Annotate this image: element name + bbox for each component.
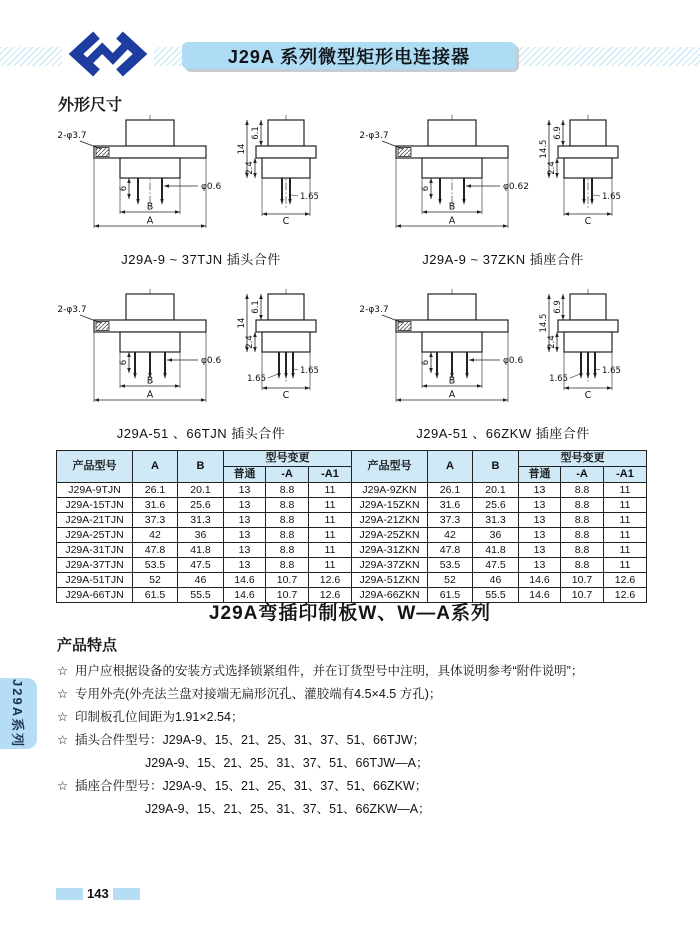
svg-text:2-φ3.7: 2-φ3.7 — [359, 131, 389, 141]
table-cell: 46 — [178, 573, 224, 588]
table-cell: 11 — [604, 513, 647, 528]
feature-item — [57, 706, 657, 729]
table-cell: 11 — [309, 483, 352, 498]
table-cell: 42 — [133, 528, 178, 543]
svg-text:B: B — [146, 201, 154, 213]
table-cell: 41.8 — [178, 543, 224, 558]
diagram-caption: J29A-9 ~ 37TJN 插头合件 — [121, 252, 281, 267]
table-header-cell: 普通 — [224, 467, 266, 483]
table-header-cell: -A1 — [309, 467, 352, 483]
table-cell: 25.6 — [178, 498, 224, 513]
diagram-caption: J29A-51 、66TJN 插头合件 — [116, 426, 286, 441]
table-cell: 13 — [224, 513, 266, 528]
table-cell: 61.5 — [428, 588, 473, 603]
svg-text:6: 6 — [119, 359, 129, 366]
svg-text:2.4: 2.4 — [245, 335, 255, 349]
features-heading: 产品特点 — [57, 637, 118, 654]
svg-text:14: 14 — [237, 143, 247, 155]
table-cell: 8.8 — [266, 543, 309, 558]
table-cell: 8.8 — [266, 513, 309, 528]
brand-logo — [62, 30, 154, 78]
table-cell: 13 — [519, 528, 561, 543]
table-header-cell: B — [473, 451, 519, 483]
svg-text:14.5: 14.5 — [539, 313, 549, 333]
svg-text:2-φ3.7: 2-φ3.7 — [57, 305, 87, 315]
table-header-cell: 型号变更 — [224, 451, 352, 467]
svg-text:B: B — [448, 201, 456, 213]
table-cell: 36 — [178, 528, 224, 543]
feature-text: 用户应根据设备的安装方式选择锁紧组件，并在订货型号中注明，具体说明参考“附件说明”； — [75, 664, 584, 678]
table-cell: 42 — [428, 528, 473, 543]
svg-text:C: C — [282, 390, 290, 401]
feature-item — [57, 775, 657, 821]
svg-text:14: 14 — [237, 317, 247, 329]
table-header-cell: 产品型号 — [352, 451, 428, 483]
table-cell: 52 — [428, 573, 473, 588]
svg-text:1.65: 1.65 — [602, 366, 621, 376]
svg-text:1.65: 1.65 — [247, 374, 266, 384]
svg-text:A: A — [146, 215, 154, 227]
table-cell: J29A-66ZKN — [352, 588, 428, 603]
table-cell: J29A-9TJN — [57, 483, 133, 498]
feature-text: 印制板孔位间距为1.91×2.54； — [75, 710, 244, 724]
table-cell: J29A-25TJN — [57, 528, 133, 543]
table-header-cell: 产品型号 — [57, 451, 133, 483]
table-cell: 11 — [604, 558, 647, 573]
table-cell: 26.1 — [133, 483, 178, 498]
svg-text:φ0.6: φ0.6 — [201, 356, 222, 366]
table-row — [57, 543, 647, 558]
table-cell: 31.6 — [133, 498, 178, 513]
table-header-cell: A — [133, 451, 178, 483]
table-cell: 36 — [473, 528, 519, 543]
table-cell: J29A-37ZKN — [352, 558, 428, 573]
diagram-caption: J29A-9 ~ 37ZKN 插座合件 — [422, 252, 584, 267]
table-cell: 8.8 — [266, 483, 309, 498]
svg-text:2.4: 2.4 — [547, 161, 557, 175]
table-cell: 8.8 — [561, 528, 604, 543]
table-cell: 13 — [224, 543, 266, 558]
connector-drawing-zkn-9-37 — [352, 112, 654, 248]
svg-text:14.5: 14.5 — [539, 139, 549, 159]
side-tab-label: J29A系列 — [10, 678, 25, 749]
table-cell: 26.1 — [428, 483, 473, 498]
feature-list — [57, 660, 657, 821]
table-cell: 47.8 — [428, 543, 473, 558]
table-cell: 14.6 — [224, 573, 266, 588]
table-cell: 8.8 — [266, 558, 309, 573]
table-head — [57, 451, 647, 483]
table-cell: J29A-51ZKN — [352, 573, 428, 588]
table-cell: 12.6 — [604, 573, 647, 588]
table-cell: 31.6 — [428, 498, 473, 513]
table-cell: 13 — [224, 558, 266, 573]
table-row — [57, 573, 647, 588]
table-cell: 41.8 — [473, 543, 519, 558]
table-cell: J29A-9ZKN — [352, 483, 428, 498]
connector-drawing-tjn-9-37 — [50, 112, 352, 248]
table-cell: J29A-31ZKN — [352, 543, 428, 558]
table-cell: 10.7 — [266, 588, 309, 603]
table-cell: 11 — [309, 528, 352, 543]
table-cell: 11 — [309, 543, 352, 558]
table-header-cell: -A — [266, 467, 309, 483]
table-cell: 47.5 — [178, 558, 224, 573]
table-cell: 8.8 — [561, 483, 604, 498]
svg-text:1.65: 1.65 — [300, 366, 319, 376]
svg-text:1.65: 1.65 — [602, 192, 621, 202]
table-cell: 13 — [224, 498, 266, 513]
table-cell: 11 — [604, 498, 647, 513]
table-cell: 11 — [309, 558, 352, 573]
svg-text:6: 6 — [421, 185, 431, 192]
angle-bracket-w-logo-icon — [66, 31, 150, 77]
series-title: J29A弯插印制板W、W—A系列 — [208, 603, 491, 624]
feature-text: 插座合件型号：J29A-9、15、21、25、31、37、51、66ZKW； — [75, 779, 428, 793]
feature-text: 专用外壳(外壳法兰盘对接端无扁形沉孔、灌胶端有4.5×4.5 方孔)； — [75, 687, 442, 701]
svg-text:2-φ3.7: 2-φ3.7 — [57, 131, 87, 141]
table-header-cell: B — [178, 451, 224, 483]
table-cell: 11 — [309, 498, 352, 513]
svg-text:6.9: 6.9 — [553, 126, 563, 140]
table-cell: 37.3 — [133, 513, 178, 528]
connector-drawing-zkw-51-66 — [352, 286, 654, 422]
table-cell: 8.8 — [561, 498, 604, 513]
svg-text:A: A — [448, 389, 456, 401]
table-header-cell: -A1 — [604, 467, 647, 483]
diagram-cell — [50, 286, 352, 442]
table-cell: 20.1 — [178, 483, 224, 498]
table-cell: 8.8 — [561, 558, 604, 573]
table-cell: J29A-37TJN — [57, 558, 133, 573]
svg-text:1.65: 1.65 — [549, 374, 568, 384]
svg-text:2.4: 2.4 — [547, 335, 557, 349]
table-cell: 8.8 — [266, 498, 309, 513]
table-cell: 12.6 — [309, 573, 352, 588]
table-cell: 55.5 — [178, 588, 224, 603]
table-cell: J29A-15ZKN — [352, 498, 428, 513]
svg-text:6: 6 — [421, 359, 431, 366]
table-cell: 8.8 — [266, 528, 309, 543]
table-row — [57, 558, 647, 573]
outline-heading: 外形尺寸 — [58, 97, 123, 114]
dimension-table — [56, 450, 647, 603]
table-cell: 11 — [604, 543, 647, 558]
table-cell: 55.5 — [473, 588, 519, 603]
svg-text:C: C — [584, 216, 592, 227]
page-footer — [56, 886, 140, 901]
table-cell: 10.7 — [266, 573, 309, 588]
feature-item — [57, 683, 657, 706]
table-cell: J29A-66TJN — [57, 588, 133, 603]
table-cell: 8.8 — [561, 543, 604, 558]
svg-text:2.4: 2.4 — [245, 161, 255, 175]
table-cell: 10.7 — [561, 573, 604, 588]
table-cell: 53.5 — [428, 558, 473, 573]
table-cell: 13 — [519, 483, 561, 498]
table-cell: 10.7 — [561, 588, 604, 603]
connector-drawing-tjn-51-66 — [50, 286, 352, 422]
table-header-cell: 普通 — [519, 467, 561, 483]
svg-text:B: B — [146, 375, 154, 387]
table-cell: J29A-21TJN — [57, 513, 133, 528]
table-cell: 12.6 — [604, 588, 647, 603]
table-cell: J29A-21ZKN — [352, 513, 428, 528]
feature-text: 插头合件型号：J29A-9、15、21、25、31、37、51、66TJW； — [75, 733, 426, 747]
table-cell: 11 — [309, 513, 352, 528]
svg-text:A: A — [448, 215, 456, 227]
table-cell: 11 — [604, 528, 647, 543]
feature-text: J29A-9、15、21、25、31、37、51、66ZKW—A； — [145, 802, 431, 816]
footer-right-block — [113, 888, 140, 900]
table-row — [57, 528, 647, 543]
table-cell: J29A-31TJN — [57, 543, 133, 558]
page-title: J29A 系列微型矩形电连接器 — [227, 46, 471, 67]
diagram-caption: J29A-51 、66ZKW 插座合件 — [416, 426, 590, 441]
footer-left-block — [56, 888, 83, 900]
svg-text:6.1: 6.1 — [251, 300, 261, 314]
svg-text:C: C — [282, 216, 290, 227]
table-cell: 12.6 — [309, 588, 352, 603]
diagram-cell — [352, 112, 654, 268]
table-cell: 52 — [133, 573, 178, 588]
table-row — [57, 513, 647, 528]
svg-text:B: B — [448, 375, 456, 387]
svg-text:φ0.62: φ0.62 — [503, 182, 529, 192]
table-cell: 13 — [519, 543, 561, 558]
svg-text:1.65: 1.65 — [300, 192, 319, 202]
feature-item — [57, 729, 657, 775]
table-cell: J29A-51TJN — [57, 573, 133, 588]
table-cell: 31.3 — [178, 513, 224, 528]
table-cell: 13 — [519, 558, 561, 573]
table-cell: 46 — [473, 573, 519, 588]
table-cell: 11 — [604, 483, 647, 498]
table-cell: J29A-25ZKN — [352, 528, 428, 543]
table-cell: 31.3 — [473, 513, 519, 528]
table-cell: 14.6 — [519, 588, 561, 603]
table-header-cell: 型号变更 — [519, 451, 647, 467]
table-cell: 61.5 — [133, 588, 178, 603]
star-bullet-icon: ☆ — [57, 710, 69, 724]
table-header-cell: A — [428, 451, 473, 483]
page-title-banner — [182, 42, 516, 69]
table-cell: 13 — [224, 483, 266, 498]
table-cell: 13 — [519, 498, 561, 513]
table-body — [57, 483, 647, 603]
star-bullet-icon: ☆ — [57, 779, 69, 793]
table-cell: 14.6 — [519, 573, 561, 588]
svg-text:φ0.6: φ0.6 — [201, 182, 222, 192]
page-number: 143 — [87, 886, 109, 901]
side-tab-series — [0, 678, 37, 749]
svg-text:6.1: 6.1 — [251, 126, 261, 140]
svg-text:6.9: 6.9 — [553, 300, 563, 314]
svg-text:C: C — [584, 390, 592, 401]
feature-text: J29A-9、15、21、25、31、37、51、66TJW—A； — [145, 756, 429, 770]
table-cell: J29A-15TJN — [57, 498, 133, 513]
table-row — [57, 498, 647, 513]
svg-text:2-φ3.7: 2-φ3.7 — [359, 305, 389, 315]
table-cell: 13 — [224, 528, 266, 543]
svg-text:φ0.6: φ0.6 — [503, 356, 524, 366]
table-cell: 25.6 — [473, 498, 519, 513]
star-bullet-icon: ☆ — [57, 733, 69, 747]
table-header-cell: -A — [561, 467, 604, 483]
svg-text:A: A — [146, 389, 154, 401]
diagram-cell — [352, 286, 654, 442]
diagram-cell — [50, 112, 352, 268]
table-cell: 47.8 — [133, 543, 178, 558]
feature-item — [57, 660, 657, 683]
table-cell: 8.8 — [561, 513, 604, 528]
table-cell: 20.1 — [473, 483, 519, 498]
svg-text:6: 6 — [119, 185, 129, 192]
table-cell: 14.6 — [224, 588, 266, 603]
diagram-grid — [50, 112, 654, 442]
star-bullet-icon: ☆ — [57, 687, 69, 701]
star-bullet-icon: ☆ — [57, 664, 69, 678]
table-cell: 47.5 — [473, 558, 519, 573]
table-cell: 13 — [519, 513, 561, 528]
table-cell: 37.3 — [428, 513, 473, 528]
table-row — [57, 483, 647, 498]
table-cell: 53.5 — [133, 558, 178, 573]
